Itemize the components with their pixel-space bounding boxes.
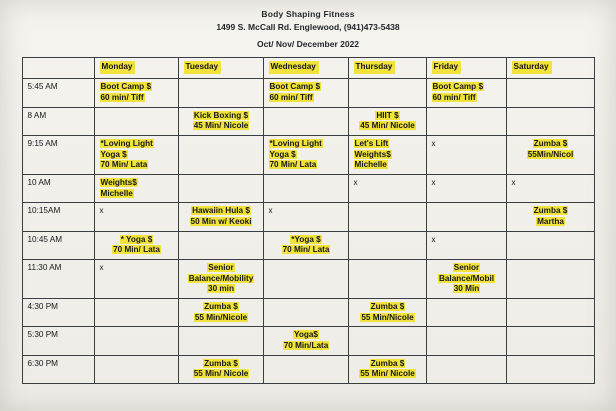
cell-line: Boot Camp $ <box>269 82 320 92</box>
class-cell <box>348 136 426 175</box>
cell-line: x <box>431 234 436 244</box>
cell-line: x <box>511 178 516 187</box>
cell-line: 70 Min/ Lata <box>113 245 160 255</box>
table-row <box>22 298 594 326</box>
cell-line: 70 Min/ Lata <box>282 245 330 255</box>
cell-line: 60 min/ Tiff <box>269 93 313 103</box>
row-time-label: 8 AM <box>22 107 94 135</box>
cell-line: Zumba $ <box>204 301 238 311</box>
cell-blank <box>348 259 426 298</box>
class-cell <box>263 327 348 355</box>
column-header-wednesday: Wednesday <box>263 58 348 79</box>
cell-blank <box>348 327 426 355</box>
class-cell <box>178 259 263 298</box>
cell-blank <box>506 259 594 298</box>
cell-blank <box>506 79 594 107</box>
cell-line: Zumba $ <box>370 358 405 368</box>
cell-blank <box>94 327 178 355</box>
row-time-label: 10:15AM <box>22 203 94 231</box>
business-address: 1499 S. McCall Rd. Englewood, (941)473-5438 <box>216 22 400 33</box>
cell-line: Zumba $ <box>370 301 405 311</box>
cell-blank <box>178 136 263 175</box>
class-cell <box>506 136 594 175</box>
table-row <box>22 79 594 107</box>
class-cell <box>426 259 506 298</box>
cell-line: 55 Min/ Nicole <box>360 369 415 379</box>
table-row <box>22 231 594 259</box>
cell-line: Yoga $ <box>100 149 127 159</box>
cell-line: Senior <box>208 262 234 272</box>
column-header-saturday: Saturday <box>506 58 594 79</box>
cell-line: 70 Min/Lata <box>283 340 329 350</box>
poster-header <box>0 0 616 50</box>
cell-line: 45 Min/ Nicole <box>193 121 249 131</box>
cell-empty-marker <box>348 175 426 203</box>
cell-line: Weights$ <box>354 149 391 159</box>
cell-line: Senior <box>453 262 480 272</box>
cell-blank <box>263 355 348 383</box>
class-cell <box>263 79 348 107</box>
cell-blank <box>178 79 263 107</box>
class-cell <box>94 231 178 259</box>
cell-line: Yoga $ <box>269 149 296 159</box>
cell-line: 55Min/Nicol <box>527 149 574 159</box>
cell-blank <box>263 107 348 135</box>
cell-blank <box>506 298 594 326</box>
table-row <box>22 355 594 383</box>
column-header-time <box>22 58 94 79</box>
cell-line: 55 Min/ Nicole <box>193 369 249 379</box>
row-time-label: 9:15 AM <box>22 136 94 175</box>
column-header-thursday: Thursday <box>348 58 426 79</box>
cell-blank <box>94 355 178 383</box>
row-time-label: 10 AM <box>22 175 94 203</box>
cell-line: x <box>431 139 436 149</box>
class-cell <box>348 298 426 326</box>
row-time-label: 11:30 AM <box>22 259 94 298</box>
cell-line: Kick Boxing $ <box>193 110 249 120</box>
cell-line: x <box>268 206 273 216</box>
cell-blank <box>263 298 348 326</box>
row-time-label: 5:30 PM <box>22 327 94 355</box>
cell-blank <box>426 107 506 135</box>
cell-line: 45 Min/ Nicole <box>360 121 415 131</box>
cell-empty-marker <box>94 259 178 298</box>
table-row <box>22 327 594 355</box>
cell-empty-marker <box>426 175 506 203</box>
cell-blank <box>426 298 506 326</box>
cell-line: 70 Min/ Lata <box>100 160 148 170</box>
business-name: Body Shaping Fitness <box>261 9 355 19</box>
row-time-label: 6:30 PM <box>22 355 94 383</box>
cell-blank <box>426 327 506 355</box>
cell-line: Boot Camp $ <box>432 82 483 92</box>
table-header-row <box>22 58 594 79</box>
cell-line: *Yoga $ <box>291 234 321 244</box>
cell-empty-marker <box>426 136 506 175</box>
schedule-period: Oct/ Nov/ December 2022 <box>256 38 360 49</box>
column-header-monday: Monday <box>94 58 178 79</box>
cell-blank <box>94 298 178 326</box>
class-cell <box>178 355 263 383</box>
cell-blank <box>348 79 426 107</box>
cell-line: 60 min/ Tiff <box>432 93 476 103</box>
cell-line: Balance/Mobil <box>438 273 495 283</box>
cell-blank <box>178 231 263 259</box>
class-cell <box>94 136 178 175</box>
cell-line: 70 Min/ Lata <box>269 160 317 170</box>
row-time-label: 5:45 AM <box>22 79 94 107</box>
class-cell <box>94 175 178 203</box>
class-cell <box>506 203 594 231</box>
table-row <box>22 259 594 298</box>
class-cell <box>178 107 263 135</box>
cell-line: Zumba $ <box>533 139 568 149</box>
class-cell <box>263 231 348 259</box>
table-row <box>22 136 594 175</box>
table-row <box>22 203 594 231</box>
class-cell <box>263 136 348 175</box>
cell-line: Balance/Mobility <box>188 273 254 283</box>
cell-blank <box>348 231 426 259</box>
cell-line: 60 min/ Tiff <box>100 93 144 103</box>
cell-line: 30 min <box>208 284 234 294</box>
cell-blank <box>263 259 348 298</box>
cell-line: Hawaiin Hula $ <box>192 206 250 216</box>
cell-blank <box>263 175 348 203</box>
cell-line: Boot Camp $ <box>100 82 151 92</box>
cell-line: Zumba $ <box>204 358 238 368</box>
class-cell <box>178 298 263 326</box>
cell-line: Weights$ <box>100 178 137 187</box>
cell-blank <box>178 327 263 355</box>
cell-line: HIIT $ <box>376 110 399 120</box>
class-cell <box>178 203 263 231</box>
class-schedule-table <box>22 57 595 383</box>
cell-line: Zumba $ <box>533 206 568 216</box>
class-cell <box>426 79 506 107</box>
cell-line: x <box>99 262 104 272</box>
cell-empty-marker <box>426 231 506 259</box>
column-header-friday: Friday <box>426 58 506 79</box>
cell-line: 55 Min/Nicole <box>361 312 414 322</box>
table-row <box>22 175 594 203</box>
cell-blank <box>506 327 594 355</box>
cell-blank <box>506 355 594 383</box>
cell-line: 30 Min <box>453 284 480 294</box>
class-cell <box>348 355 426 383</box>
row-time-label: 10:45 AM <box>22 231 94 259</box>
cell-blank <box>506 231 594 259</box>
cell-line: *Loving Light <box>100 139 153 149</box>
cell-blank <box>94 107 178 135</box>
cell-empty-marker <box>506 175 594 203</box>
cell-blank <box>426 203 506 231</box>
cell-line: Let's Lift <box>354 139 389 149</box>
cell-blank <box>178 175 263 203</box>
table-row <box>22 107 594 135</box>
row-time-label: 4:30 PM <box>22 298 94 326</box>
cell-line: * Yoga $ <box>120 234 153 244</box>
cell-empty-marker <box>94 203 178 231</box>
cell-line: *Loving Light <box>269 139 322 149</box>
cell-line: 55 Min/Nicole <box>194 312 248 322</box>
cell-line: x <box>99 206 104 216</box>
cell-line: x <box>431 178 436 187</box>
cell-blank <box>426 355 506 383</box>
cell-line: Michelle <box>100 188 133 198</box>
column-header-tuesday: Tuesday <box>178 58 263 79</box>
cell-line: x <box>353 178 358 187</box>
cell-empty-marker <box>263 203 348 231</box>
cell-blank <box>348 203 426 231</box>
cell-line: Yoga$ <box>294 330 318 340</box>
cell-line: Martha <box>537 216 564 226</box>
class-cell <box>94 79 178 107</box>
cell-line: Michelle <box>354 160 387 170</box>
cell-line: 50 Min w/ Keoki <box>190 216 252 226</box>
cell-blank <box>506 107 594 135</box>
class-cell <box>348 107 426 135</box>
